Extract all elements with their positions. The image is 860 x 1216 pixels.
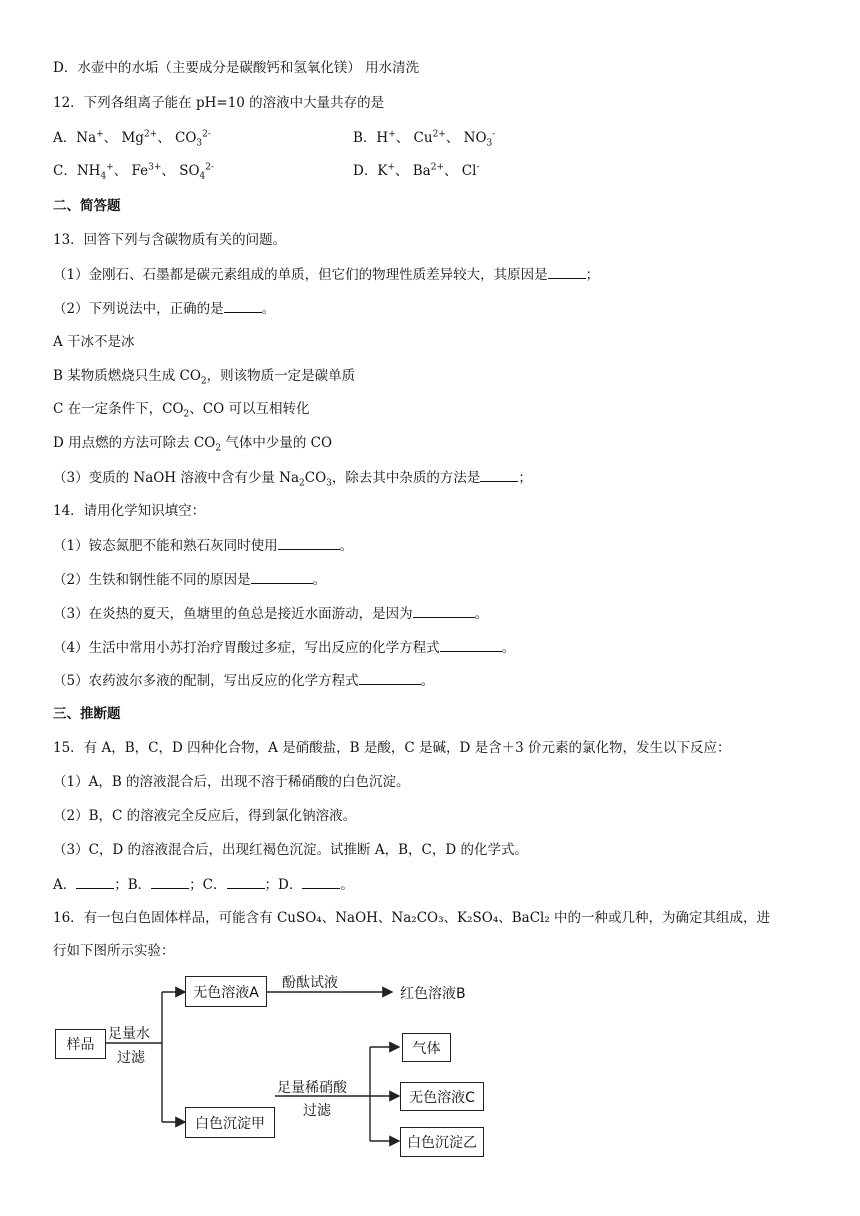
- q14-part1: （1）铵态氮肥不能和熟石灰同时使用 。: [53, 535, 353, 556]
- solution-b-label: 红色溶液B: [400, 986, 466, 1002]
- q15-part1: （1）A，B 的溶液混合后，出现不溶于稀硝酸的白色沉淀。: [53, 774, 410, 790]
- q13-option-c: C 在一定条件下，$CO_2$、CO 可以互相转化: [53, 401, 310, 420]
- answer-blank[interactable]: [76, 874, 114, 889]
- q12-option-c: C．$NH_4^+$、 $Fe^{3+}$、 $SO_4^{2-}$: [53, 162, 215, 182]
- q12-options-ab: [53, 128, 495, 148]
- q14-part3: （3）在炎热的夏天，鱼塘里的鱼总是接近水面游动，是因为 。: [53, 603, 488, 624]
- solution-c-box: 无色溶液C: [400, 1082, 484, 1111]
- q14-stem: 14．请用化学知识填空：: [53, 503, 206, 519]
- step2-bottom-label: 过滤: [303, 1103, 331, 1119]
- q15-answers: A． ；B． ；C． ；D． 。: [53, 874, 354, 895]
- q16-stem-line2: 行如下图所示实验：: [53, 943, 175, 959]
- q15-stem: 15．有 A，B，C，D 四种化合物，A 是硝酸盐，B 是酸，C 是碱，D 是含＋3 价元素的氯化物，发生以下反应：: [53, 740, 731, 756]
- solution-a-box: 无色溶液A: [185, 976, 267, 1007]
- step2-top-label: 足量稀硝酸: [277, 1080, 347, 1096]
- q12-option-d: D．K+、 $Ba^{2+}$、 Cl-: [353, 162, 480, 179]
- q12-option-b: B．H+、 $Cu^{2+}$、 $NO_3^-$: [353, 129, 496, 149]
- answer-blank[interactable]: [413, 603, 475, 618]
- q12-option-a: A．Na+、 $Mg^{2+}$、 $CO_3^{2-}$: [53, 129, 211, 149]
- answer-blank[interactable]: [302, 874, 340, 889]
- q15-part2: （2）B，C 的溶液完全反应后，得到氯化钠溶液。: [53, 808, 357, 824]
- section-2-title: 二、简答题: [53, 198, 121, 214]
- answer-blank[interactable]: [278, 535, 340, 550]
- step1-top-label: 足量水: [108, 1026, 150, 1042]
- q11-option-d-text: D．水壶中的水垢（主要成分是碳酸钙和氢氧化镁） 用水清洗: [53, 60, 420, 76]
- precipitate-yi-box: 白色沉淀乙: [400, 1127, 484, 1157]
- answer-blank[interactable]: [548, 264, 586, 279]
- q13-part1: （1）金刚石、石墨都是碳元素组成的单质，但它们的物理性质差异较大，其原因是 ；: [53, 264, 599, 285]
- q11-option-d: [53, 58, 419, 78]
- q13-part3: （3）变质的 NaOH 溶液中含有少量 $Na_2CO_3$，除去其中杂质的方法是 ；: [53, 467, 532, 488]
- q16-stem-line1: 16．有一包白色固体样品，可能含有 CuSO₄、NaOH、Na₂CO₃、K₂SO₄、BaCl₂ 中的一种或几种，为确定其组成，进: [53, 910, 771, 926]
- reagent-label: 酚酞试液: [282, 975, 338, 991]
- answer-blank[interactable]: [440, 637, 502, 652]
- q14-part5: （5）农药波尔多液的配制，写出反应的化学方程式 。: [53, 670, 434, 691]
- precipitate-jia-box: 白色沉淀甲: [185, 1107, 275, 1138]
- q12-options-cd: [53, 161, 480, 181]
- answer-blank[interactable]: [227, 874, 265, 889]
- sample-box: 样品: [55, 1029, 106, 1059]
- q13-option-d: D 用点燃的方法可除去 $CO_2$ 气体中少量的 CO: [53, 435, 333, 454]
- q13-option-a: A 干冰不是冰: [53, 334, 135, 350]
- q14-part2: （2）生铁和钢性能不同的原因是 。: [53, 569, 326, 590]
- answer-blank[interactable]: [151, 874, 189, 889]
- answer-blank[interactable]: [251, 569, 313, 584]
- answer-blank[interactable]: [224, 298, 262, 313]
- q15-part3: （3）C，D 的溶液混合后，出现红褐色沉淀。试推断 A，B，C，D 的化学式。: [53, 842, 528, 858]
- answer-blank[interactable]: [480, 467, 518, 482]
- q13-option-b: B 某物质燃烧只生成 $CO_2$，则该物质一定是碳单质: [53, 368, 356, 387]
- section-3-title: 三、推断题: [53, 706, 121, 722]
- q13-part2: （2）下列说法中，正确的是 。: [53, 298, 275, 319]
- q14-part4: （4）生活中常用小苏打治疗胃酸过多症，写出反应的化学方程式 。: [53, 637, 515, 658]
- answer-blank[interactable]: [359, 670, 421, 685]
- q12-stem: [53, 93, 384, 113]
- q12-stem-text: 12．下列各组离子能在 pH=10 的溶液中大量共存的是: [53, 95, 385, 111]
- gas-box: 气体: [402, 1033, 451, 1062]
- q13-stem: 13．回答下列与含碳物质有关的问题。: [53, 232, 287, 248]
- step1-bottom-label: 过滤: [117, 1050, 145, 1066]
